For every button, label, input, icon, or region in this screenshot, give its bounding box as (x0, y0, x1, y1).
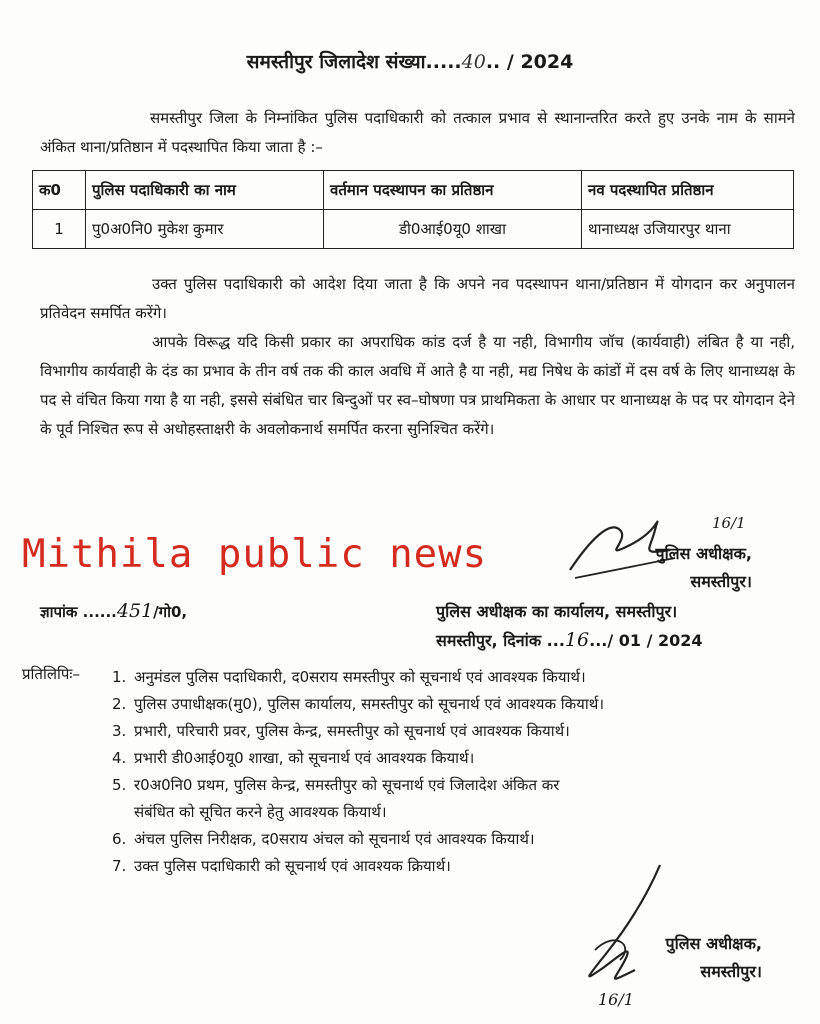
signature-date: 16/1 (712, 514, 746, 532)
title-prefix: समस्तीपुर जिलादेश संख्या (246, 51, 426, 73)
memo-prefix: ज्ञापांक (40, 603, 78, 621)
header-officer-name: पुलिस पदाधिकारी का नाम (86, 171, 324, 210)
instruction-paragraph: उक्त पुलिस पदाधिकारी को आदेश दिया जाता है कि अपने नव पदस्थापन थाना/प्रतिष्ठान में योगदान कर अनुपालन प्रतिवेदन समर्पित करेंगे। (40, 275, 795, 322)
memo-number: 451 (116, 600, 154, 622)
title-dots: ..... (425, 51, 462, 73)
memo-dots: ...... (82, 603, 117, 621)
table-row (33, 210, 794, 249)
list-item: 3. प्रभारी, परिचारी प्रवर, पुलिस केन्द्र, समस्तीपुर को सूचनार्थ एवं आवश्यक कियार्थ। (112, 722, 570, 740)
copy-to-label: प्रतिलिपिः– (22, 665, 80, 683)
signatory-designation: पुलिस अधीक्षक, (655, 544, 752, 563)
office-name: पुलिस अधीक्षक का कार्यालय, समस्तीपुर। (436, 602, 678, 621)
row-officer-name: पु0अ0नि0 मुकेश कुमार (86, 210, 324, 249)
date-day: 16 (564, 629, 590, 651)
list-item: 4. प्रभारी डी0आई0यू0 शाखा, को सूचनार्थ एवं आवश्यक कियार्थ। (112, 749, 475, 767)
row-new-post: थानाध्यक्ष उजियारपुर थाना (582, 210, 794, 249)
signature-date-2: 16/1 (598, 990, 634, 1009)
declaration-paragraph: आपके विरूद्ध यदि किसी प्रकार का अपराधिक कांड दर्ज है या नही, विभागीय जॉच (कार्यवाही) लंबित है या नही, विभागीय कार्यवाही के दंड का प्रभाव के तीन वर्ष तक की काल अवधि में आते है या नही, मद्य निषेध के कांडों में दस वर्ष के लिए थानाध्यक्ष के पद से वंचित किया गया है या नही, इससे संबंधित चार बिन्दुओं पर स्व–घोषणा पत्र प्राथमिकता के आधार पर थानाध्यक्ष के पद पर योगदान देने के पूर्व निश्चित रूप से अधोहस्ताक्षरी के अवलोकनार्थ समर्पित करना सुनिश्चित करेंगे। (40, 333, 795, 438)
signatory-place: समस्तीपुर। (690, 572, 752, 591)
date-suffix: / 01 / 2024 (607, 631, 703, 650)
header-current-post: वर्तमान पदस्थापन का प्रतिष्ठान (324, 171, 582, 210)
list-item: 7. उक्त पुलिस पदाधिकारी को सूचनार्थ एवं आवश्यक क्रियार्थ। (112, 857, 451, 875)
signature-block-2 (560, 930, 762, 986)
intro-paragraph: समस्तीपुर जिला के निम्नांकित पुलिस पदाधिकारी को तत्काल प्रभाव से स्थानान्तरित करते हुए उनके नाम के सामने अंकित थाना/प्रतिष्ठान में पदस्थापित किया जाता है :– (40, 109, 795, 156)
title-year: / 2024 (506, 51, 574, 73)
order-title (0, 48, 820, 74)
order-number: 40 (461, 51, 486, 73)
transfer-table (32, 170, 794, 249)
office-block (436, 598, 786, 655)
list-item: 5. र0अ0नि0 प्रथम, पुलिस केन्द्र, समस्तीपुर को सूचनार्थ एवं जिलादेश अंकित कर संबंधित को सूचित करने हेतु आवश्यक कियार्थ। (112, 776, 560, 821)
list-item: 1. अनुमंडल पुलिस पदाधिकारी, द0सराय समस्तीपुर को सूचनार्थ एवं आवश्यक कियार्थ। (112, 668, 586, 686)
signatory-designation-2: पुलिस अधीक्षक, (665, 934, 762, 953)
table-header-row (33, 171, 794, 210)
header-serial: क0 (33, 171, 86, 210)
row-current-post: डी0आई0यू0 शाखा (324, 210, 582, 249)
memo-suffix: /गो0, (153, 603, 188, 621)
date-prefix: समस्तीपुर, दिनांक (436, 631, 542, 650)
office-date-line: समस्तीपुर, दिनांक ...16.../ 01 / 2024 (436, 629, 703, 651)
memo-number-line (40, 600, 187, 622)
list-item: 6. अंचल पुलिस निरीक्षक, द0सराय अंचल को सूचनार्थ एवं आवश्यक कियार्थ। (112, 830, 535, 848)
header-new-post: नव पदस्थापित प्रतिष्ठान (582, 171, 794, 210)
row-serial: 1 (33, 210, 86, 249)
copy-list (112, 664, 812, 880)
signatory-place-2: समस्तीपुर। (700, 962, 762, 981)
signature-block (560, 540, 752, 596)
watermark-text: Mithila public news (22, 532, 488, 577)
title-dots-2: .. (485, 51, 501, 73)
list-item: 2. पुलिस उपाधीक्षक(मु0), पुलिस कार्यालय, समस्तीपुर को सूचनार्थ एवं आवश्यक कियार्थ। (112, 695, 605, 713)
